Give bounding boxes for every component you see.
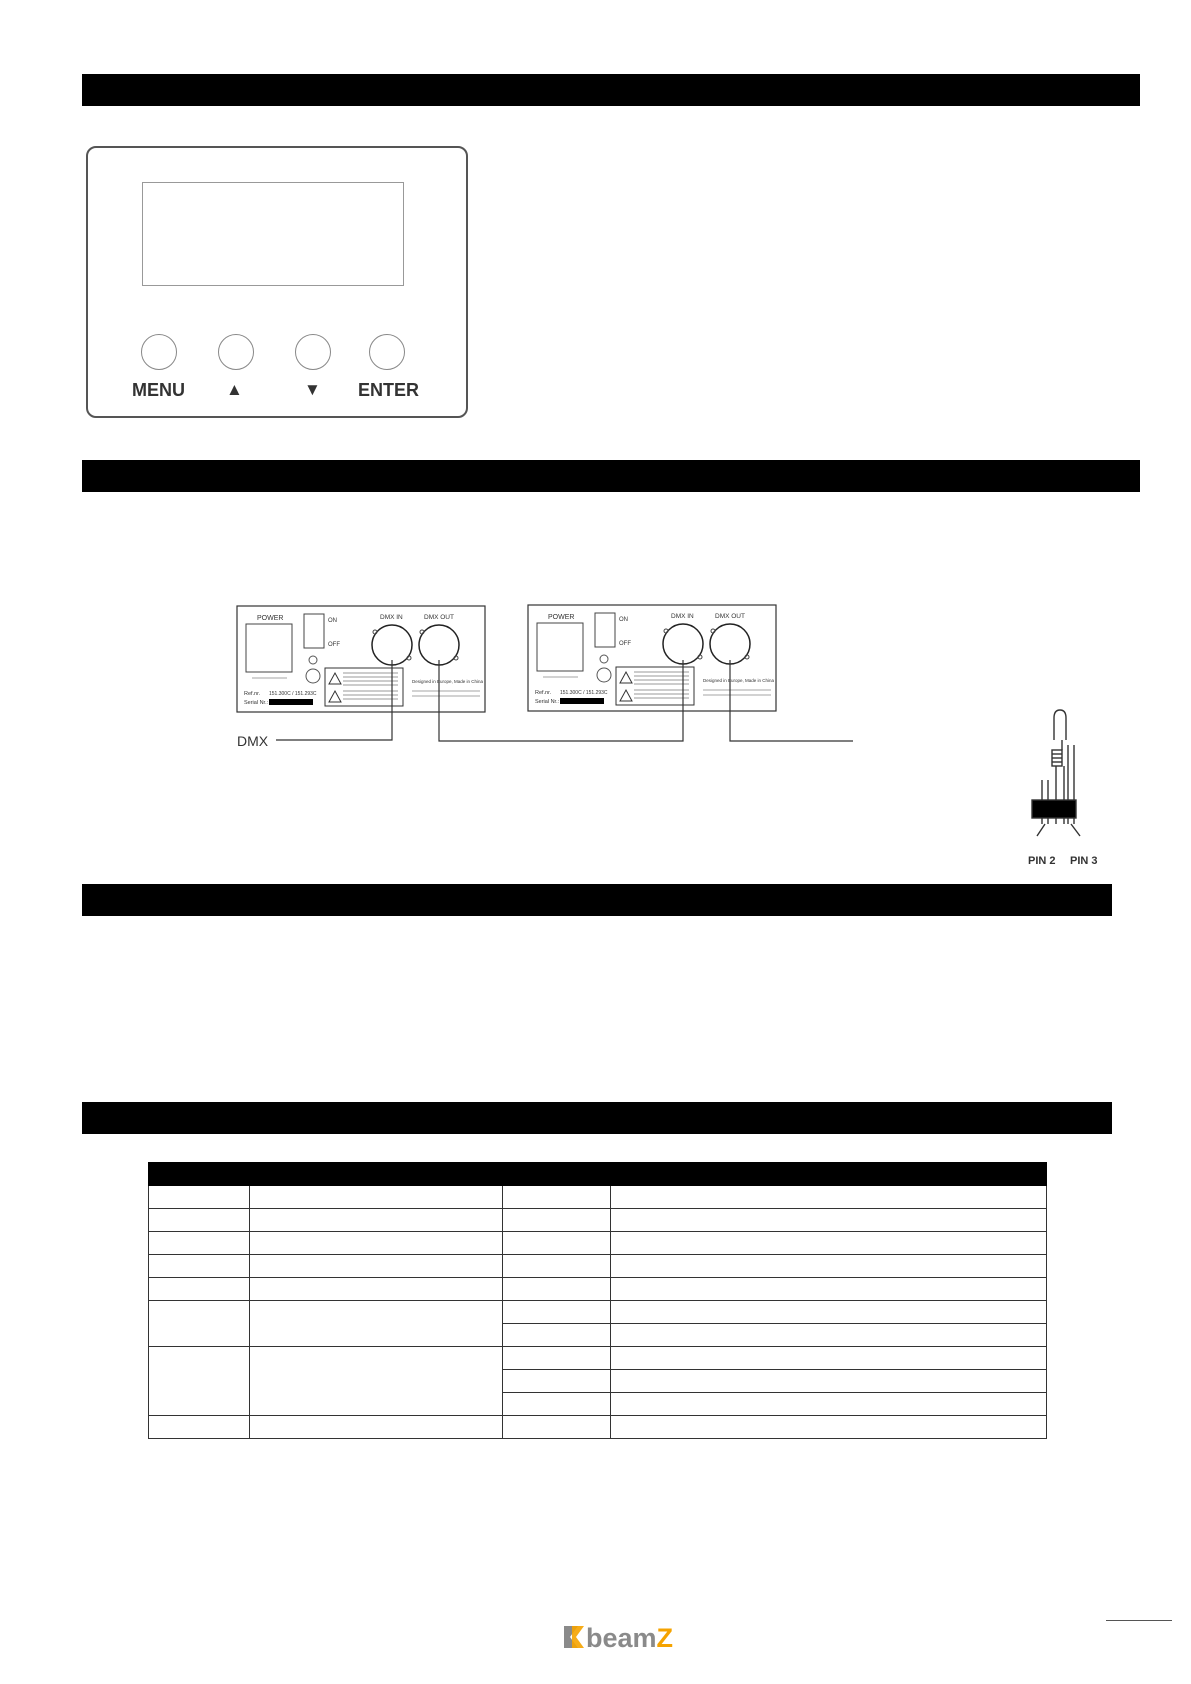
control-panel-illustration (86, 146, 468, 418)
terminator-body (1032, 800, 1076, 818)
power-label-1: POWER (257, 615, 284, 622)
power-label-2: POWER (548, 614, 575, 621)
up-button-circle (218, 334, 254, 370)
fuse-holder-cap-2 (597, 668, 611, 682)
dmx-in-label-2: DMX IN (671, 613, 694, 620)
section-header-bar-3 (82, 884, 1112, 916)
dmx-out-connector-1 (419, 625, 459, 665)
table-row (149, 1347, 1047, 1370)
dmx-out-label-2: DMX OUT (715, 613, 745, 620)
pin3-label: PIN 3 (1070, 855, 1098, 867)
serial-number-bar-1 (269, 699, 313, 705)
power-socket-2 (537, 623, 583, 671)
section-header-bar-1 (82, 74, 1140, 106)
dmx-in-connector-2 (663, 624, 703, 664)
table-row (149, 1186, 1047, 1209)
on-label-2: ON (619, 617, 628, 623)
off-label-1: OFF (328, 642, 340, 648)
table-row (149, 1232, 1047, 1255)
beamz-logo-text: beamZ (586, 1623, 674, 1652)
table-row (149, 1416, 1047, 1439)
up-button-label: ▲ (226, 380, 243, 399)
designed-label-1: Designed in Europe, Made in China (412, 679, 484, 684)
enter-button-circle (369, 334, 405, 370)
fixture-rear-panel-2 (528, 605, 776, 711)
dmx-terminator-plug (1032, 710, 1080, 836)
on-label-1: ON (328, 618, 337, 624)
lcd-display (142, 182, 404, 286)
fuse-holder-2 (600, 655, 608, 663)
serial-label-1: Serial Nr.: (244, 700, 269, 706)
serial-number-bar-2 (560, 698, 604, 704)
power-switch-2 (595, 613, 615, 647)
beamz-logo (562, 1622, 692, 1652)
ref-label-2: Ref.nr. (535, 690, 552, 696)
serial-label-2: Serial Nr.: (535, 699, 560, 705)
off-label-2: OFF (619, 641, 631, 647)
ref-label-1: Ref.nr. (244, 691, 261, 697)
dmx-connection-diagram (0, 600, 1191, 880)
fixture-rear-panel-1 (237, 606, 485, 712)
table-row (149, 1255, 1047, 1278)
dmx-channel-table (148, 1162, 1047, 1439)
section-header-bar-4 (82, 1102, 1112, 1134)
dmx-out-label-1: DMX OUT (424, 614, 454, 621)
power-socket-1 (246, 624, 292, 672)
dmx-cable-label: DMX (237, 733, 269, 749)
menu-button-circle (141, 334, 177, 370)
power-switch-1 (304, 614, 324, 648)
down-button-label: ▼ (304, 380, 321, 399)
table-row (149, 1301, 1047, 1324)
dmx-out-connector-2 (710, 624, 750, 664)
table-row (149, 1209, 1047, 1232)
fuse-holder-cap-1 (306, 669, 320, 683)
dmx-in-label-1: DMX IN (380, 614, 403, 621)
designed-label-2: Designed in Europe, Made in China (703, 678, 775, 683)
dmx-in-connector-1 (372, 625, 412, 665)
table-row (149, 1278, 1047, 1301)
table-header-row (149, 1163, 1047, 1186)
pin2-label: PIN 2 (1028, 855, 1056, 867)
fuse-holder-1 (309, 656, 317, 664)
menu-button-label: MENU (132, 380, 185, 400)
ref-value-1: 151.300C / 151.293C (269, 691, 317, 697)
page-number-line (1106, 1620, 1172, 1621)
enter-button-label: ENTER (358, 380, 420, 400)
ref-value-2: 151.300C / 151.293C (560, 690, 608, 696)
down-button-circle (295, 334, 331, 370)
section-header-bar-2 (82, 460, 1140, 492)
